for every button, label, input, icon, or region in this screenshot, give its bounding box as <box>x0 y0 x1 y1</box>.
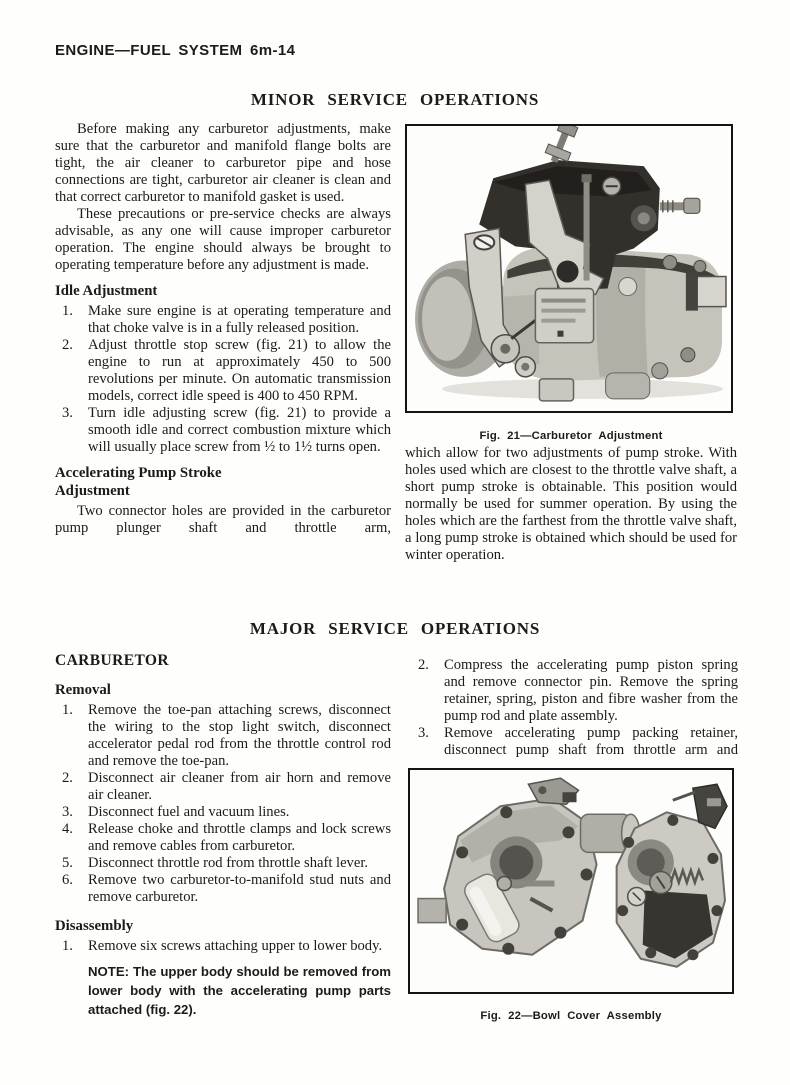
list-number: 2. <box>418 657 429 673</box>
list-item <box>55 938 391 955</box>
figure-21-frame <box>405 124 733 413</box>
right-column-lower <box>404 657 738 1025</box>
disassembly-heading: Disassembly <box>55 918 134 934</box>
accelerating-pump-heading: Accelerating Pump Stroke Adjustment <box>55 465 222 499</box>
figure-21-carburetor-photo <box>407 126 731 411</box>
list-item <box>55 405 391 456</box>
list-text: Disconnect air cleaner from air horn and remove air cleaner. <box>88 770 391 803</box>
figure-21-caption: Fig. 21—Carburetor Adjustment <box>479 430 663 442</box>
list-item <box>55 804 391 821</box>
list-text: Adjust throttle stop screw (fig. 21) to allow the engine to run at approximately 450 to 500 revolutions per minute. On automatic transmission models, correct idle speed is 400 to 450 RPM. <box>88 337 391 404</box>
figure-22-bowl-cover-photo <box>410 770 732 992</box>
carburetor-heading: CARBURETOR <box>55 652 169 669</box>
intro-paragraph-2: These precautions or pre-service checks are always advisable, as any one will cause improper carburetor operation. The engine should always be brought to operating temperature before any adjustment is made. <box>55 206 391 273</box>
list-number: 2. <box>62 770 73 786</box>
list-text: Remove the toe-pan attaching screws, disconnect the wiring to the stop light switch, disconnect accelerator pedal rod from the throttle control rod and remove the toe-pan. <box>88 702 391 769</box>
list-number: 3. <box>62 405 73 421</box>
list-item <box>55 702 391 770</box>
list-text: Remove accelerating pump packing retainer, disconnect pump shaft from throttle arm and <box>444 725 738 758</box>
left-column-upper <box>55 121 391 537</box>
list-item <box>55 855 391 872</box>
major-service-title: MAJOR SERVICE OPERATIONS <box>249 619 541 638</box>
pump-stroke-continuation-paragraph: which allow for two adjustments of pump stroke. With holes used which are closest to the throttle valve shaft, a short pump stroke is obtainable. This position would normally be used for summer operation. By using the holes which are the farthest from the throttle valve shaft, a long pump stroke is obtained which should be used for winter operation. <box>405 445 737 563</box>
list-number: 4. <box>62 821 73 837</box>
list-text: Make sure engine is at operating temperature and that choke valve is in a fully released position. <box>88 303 391 336</box>
accelerating-pump-paragraph: Two connector holes are provided in the carburetor pump plunger shaft and throttle arm, <box>55 503 391 536</box>
right-column-upper <box>405 124 737 564</box>
list-text: Compress the accelerating pump piston spring and remove connector pin. Remove the spring retainer, spring, piston and fibre washer from the pump rod and plate assembly. <box>444 657 738 724</box>
figure-22-frame <box>408 768 734 994</box>
list-number: 2. <box>62 337 73 353</box>
list-text: Disconnect throttle rod from throttle shaft lever. <box>88 855 369 871</box>
removal-heading: Removal <box>55 682 111 698</box>
list-text: Disconnect fuel and vacuum lines. <box>88 804 290 820</box>
list-number: 6. <box>62 872 73 888</box>
list-text: Remove six screws attaching upper to lower body. <box>88 938 383 954</box>
list-text: Turn idle adjusting screw (fig. 21) to provide a smooth idle and correct combustion mixture which will usually place screw from ½ to 1½ turns open. <box>88 405 391 455</box>
list-item <box>404 657 738 725</box>
list-item <box>55 337 391 405</box>
list-text: Remove two carburetor-to-manifold stud nuts and remove carburetor. <box>88 872 391 905</box>
list-number: 3. <box>62 804 73 820</box>
list-item <box>55 303 391 337</box>
list-item <box>55 872 391 906</box>
list-number: 3. <box>418 725 429 741</box>
note-paragraph: NOTE: The upper body should be removed from lower body with the accelerating pump parts attached (fig. 22). <box>88 964 391 1017</box>
list-item <box>55 821 391 855</box>
page-header: ENGINE—FUEL SYSTEM 6m-14 <box>55 42 296 59</box>
list-number: 5. <box>62 855 73 871</box>
list-item <box>55 770 391 804</box>
list-item <box>404 725 738 759</box>
list-number: 1. <box>62 938 73 954</box>
minor-service-title: MINOR SERVICE OPERATIONS <box>250 90 540 109</box>
figure-22-wrap <box>404 768 738 1025</box>
left-column-lower <box>55 652 391 1019</box>
idle-adjustment-heading: Idle Adjustment <box>55 283 158 299</box>
list-number: 1. <box>62 303 73 319</box>
figure-22-caption: Fig. 22—Bowl Cover Assembly <box>480 1010 662 1022</box>
list-number: 1. <box>62 702 73 718</box>
intro-paragraph-1: Before making any carburetor adjustments, make sure that the carburetor and manifold flange bolts are tight, the air cleaner to carburetor pipe and hose connections are tight, carburetor air cleaner is clean and that correct carburetor to manifold gasket is used. <box>55 121 391 205</box>
list-text: Release choke and throttle clamps and lock screws and remove cables from carburetor. <box>88 821 391 854</box>
